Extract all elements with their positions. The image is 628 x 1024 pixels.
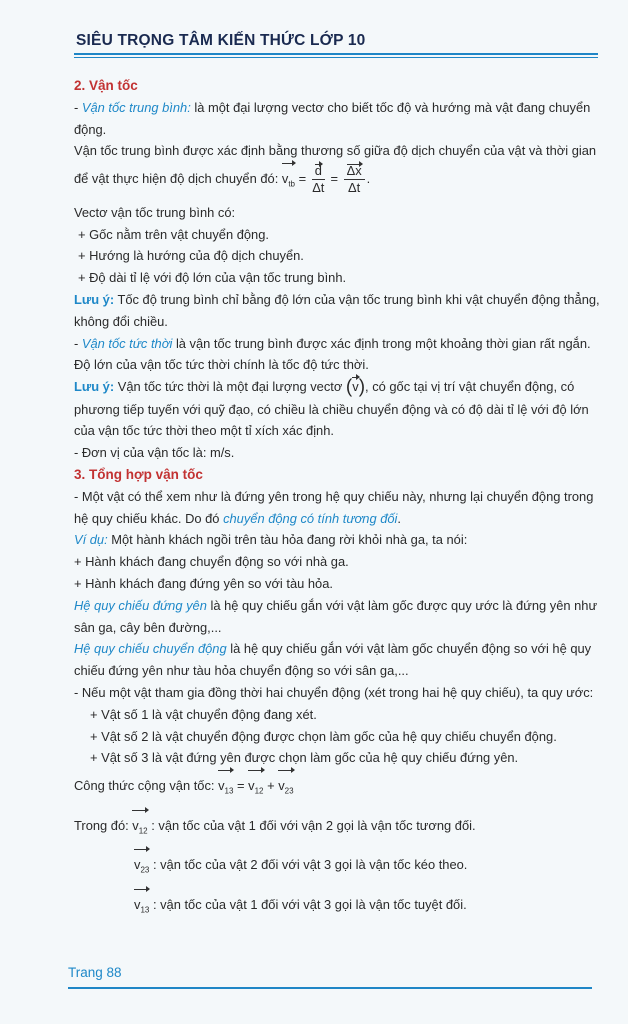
list-item: + Vật số 3 là vật đứng yên được chọn làm gốc của hệ quy chiếu đứng yên. [90,750,519,766]
list-item: + Hướng là hướng của độ dịch chuyển. [78,248,304,264]
formula-lead-text: để vật thực hiện độ dịch chuyển đó: [74,171,282,187]
instant-velocity-definition: - Vận tốc tức thời là vận tốc trung bình được xác định trong một khoảng thời gian rất ngắn. [74,335,591,351]
term-relative-motion: chuyển động có tính tương đối [223,510,398,526]
term-instant-velocity: Vận tốc tức thời [81,335,173,351]
note-label: Lưu ý: [74,379,115,395]
note-avg-speed: Lưu ý: Tốc độ trung bình chỉ bằng độ lớn của vận tốc trung bình khi vật chuyển động thẳng, không đổi chiều. [74,291,600,329]
term-avg-velocity: Vận tốc trung bình: [81,99,191,115]
section-heading-velocity-addition: 3. Tổng hợp vận tốc [74,467,203,483]
dash: - [74,99,82,115]
vector-v13: $v_{13}$ [218,769,233,809]
velocity-unit: - Đơn vị của vận tốc là: m/s. [74,445,235,461]
vector-v13: $v_{13}$ [134,888,149,928]
example-label: Ví dụ: [74,532,108,548]
section-heading-velocity: 2. Vận tốc [74,78,138,93]
page-header-title: SIÊU TRỌNG TÂM KIẾN THỨC LỚP 10 [76,32,366,49]
velocity-addition-formula: Công thức cộng vận tốc: $v_{13} = v_{12} + v_{23}$ [74,769,604,809]
vector-v: v [352,376,358,398]
vector-v-tb: $v_{tb}$ [282,162,295,202]
list-item: + Vật số 1 là vật chuyển động đang xét. [90,706,317,722]
instant-speed-text: Độ lớn của vận tốc tức thời chính là tốc độ tức thời. [74,357,369,373]
relative-motion-text: - Một vật có thể xem như là đứng yên trong hệ quy chiếu này, nhưng lại chuyển động trong hệ quy chiếu khác. Do đó chuyển động có tính tương đối. [74,488,594,526]
definition-v12: Trong đó: $v_{12}$ : vận tốc của vật 1 đối với vận 2 gọi là vận tốc tương đối. [74,809,604,849]
convention-intro: - Nếu một vật tham gia đồng thời hai chuyển động (xét trong hai hệ quy chiếu), ta quy ước: [74,684,594,700]
equals-sign-2: = [330,171,338,187]
list-item: + Gốc nằm trên vật chuyển động. [78,226,269,242]
term-moving-frame: Hệ quy chiếu chuyển động [74,641,227,657]
vector-v23: $v_{23}$ [278,769,293,809]
fraction-d-over-dt: $\frac{d}{\Delta t}$ [312,163,325,196]
definition-v13: $v_{13}$ : vận tốc của vật 1 đối với vật 3 gọi là vận tốc tuyệt đối. [74,888,604,928]
example-intro: Ví dụ: Một hành khách ngồi trên tàu hỏa đang rời khỏi nhà ga, ta nói: [74,532,468,548]
header-divider [74,53,598,55]
list-item: + Vật số 2 là vật chuyển động được chọn làm gốc của hệ quy chiếu chuyển động. [90,728,557,744]
avg-velocity-definition [74,97,604,141]
vector-v23: $v_{23}$ [134,848,149,888]
avg-velocity-determination: Vận tốc trung bình được xác định bằng thương số giữa độ dịch chuyển của vật và thời gian [74,143,597,159]
fraction-dx-over-dt: $\frac{\Delta x}{\Delta t}$ [344,163,365,196]
page-content [74,75,604,927]
note-label: Lưu ý: [74,291,115,307]
header-divider-thin [74,57,598,58]
page-number: Trang 88 [68,965,122,980]
list-item: + Độ dài tỉ lệ với độ lớn của vận tốc trung bình. [78,270,347,286]
avg-velocity-text: là một đại lượng vectơ cho biết tốc độ và hướng mà vật đang chuyển động. [74,99,591,137]
term-stationary-frame: Hệ quy chiếu đứng yên [74,597,207,613]
moving-frame-definition: Hệ quy chiếu chuyển động là hệ quy chiếu gắn với vật làm gốc chuyển động so với hệ quy chiếu đứng yên như tàu hỏa chuyển động so với sân ga,... [74,641,592,679]
stationary-frame-definition: Hệ quy chiếu đứng yên là hệ quy chiếu gắn với vật làm gốc được quy ước là đứng yên như sân ga, cây bên đường,... [74,597,598,635]
vector-v12: $v_{12}$ [248,769,263,809]
equals-sign: = [298,171,307,187]
vector-v12: $v_{12}$ [132,809,147,849]
definition-v23: $v_{23}$ : vận tốc của vật 2 đối với vật 3 gọi là vận tốc kéo theo. [74,848,604,888]
footer-divider [68,987,592,989]
list-item: + Hành khách đang chuyển động so với nhà ga. [74,554,349,570]
vector-properties-intro: Vectơ vận tốc trung bình có: [74,204,236,220]
note-instant-velocity: Lưu ý: Vận tốc tức thời là một đại lượng vectơ (v), có gốc tại vị trí vật chuyển động, có phương tiếp tuyến với quỹ đạo, có chiều là chiều chuyển động và có độ dài tỉ lệ với độ lớn của vận tốc tức thời theo một tỉ xích xác định. [74,376,589,439]
avg-velocity-formula-line: để vật thực hiện độ dịch chuyển đó: $v_{tb}$ = $\frac{d}{\Delta t}$ = $\frac{\Delta x}{\Delta t}$ . [74,162,604,202]
list-item: + Hành khách đang đứng yên so với tàu hỏa. [74,576,333,591]
